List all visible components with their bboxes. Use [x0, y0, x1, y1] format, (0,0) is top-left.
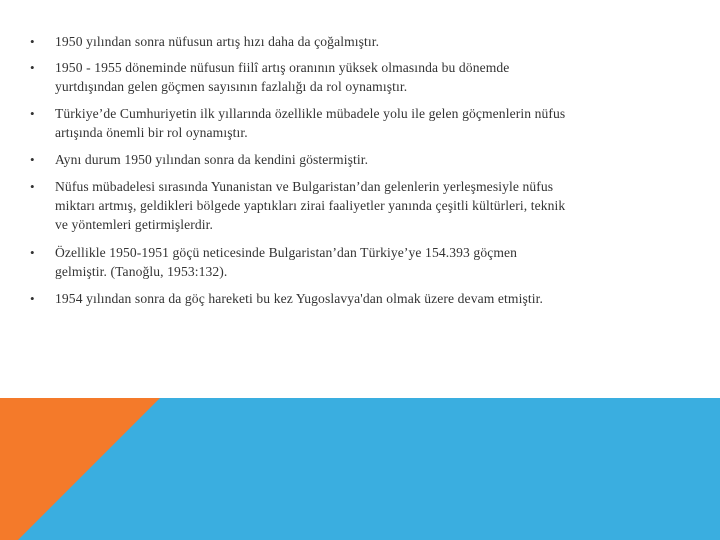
bullet-marker: • — [30, 60, 35, 75]
bullet-text: Türkiye’de Cumhuriyetin ilk yıllarında özellikle mübadele yolu ile gelen göçmenlerin nüfus artışında önemli bir rol oynamıştır. — [55, 106, 566, 140]
bullet-text: 1950 yılından sonra nüfusun artış hızı daha da çoğalmıştır. — [55, 34, 380, 49]
bullet-text: Özellikle 1950-1951 göçü neticesinde Bulgaristan’dan Türkiye’ye 154.393 göçmen gelmiştir. (Tanoğlu, 1953:132). — [55, 245, 518, 279]
bullet-text: 1950 - 1955 döneminde nüfusun fiilî artış oranının yüksek olmasında bu dönemde yurtdışından gelen göçmen sayısının fazlalığı da rol oynamıştır. — [55, 60, 510, 94]
bullet-marker: • — [30, 291, 35, 306]
bullet-marker: • — [30, 152, 35, 167]
bullet-text: 1954 yılından sonra da göç hareketi bu kez Yugoslavya'dan olmak üzere devam etmiştir. — [55, 291, 543, 306]
decorative-footer-band — [0, 398, 720, 540]
bullet-text: Aynı durum 1950 yılından sonra da kendini göstermiştir. — [55, 152, 369, 167]
bullet-text: Nüfus mübadelesi sırasında Yunanistan ve Bulgaristan’dan gelenlerin yerleşmesiyle nüfus miktarı artmış, geldikleri bölgede yaptıkları zirai faaliyetler yanında çeşitli kültürleri, teknik ve yöntemleri getirmişlerdir. — [55, 179, 566, 232]
bullet-marker: • — [30, 179, 35, 194]
bullet-marker: • — [30, 106, 35, 121]
bullet-marker: • — [30, 245, 35, 260]
bullet-marker: • — [30, 34, 35, 49]
